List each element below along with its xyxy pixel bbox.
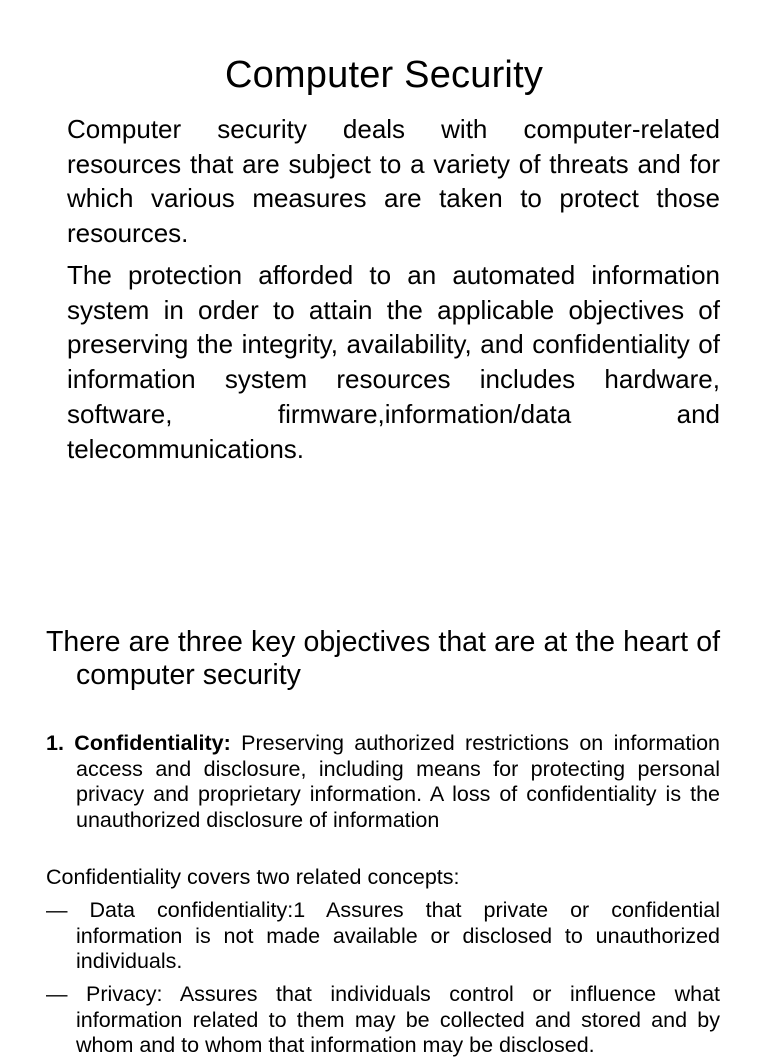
confidentiality-item	[46, 731, 720, 833]
objectives-heading: There are three key objectives that are at the heart of computer security	[46, 626, 720, 691]
privacy-item: — Privacy: Assures that individuals control or influence what information related to them may be collected and stored and by whom and to whom that information may be disclosed.	[46, 982, 720, 1057]
confidentiality-text: Preserving authorized restrictions on information access and disclosure, including means for protecting personal privacy and proprietary information. A loss of confidentiality is the unauthorized disclosure of information	[76, 731, 720, 832]
page-title: Computer Security	[224, 54, 544, 96]
concepts-intro: Confidentiality covers two related concepts:	[46, 865, 460, 889]
data-confidentiality-item: — Data confidentiality:1 Assures that private or confidential information is not made available or disclosed to unauthorized individuals.	[46, 898, 720, 973]
confidentiality-label: 1. Confidentiality:	[46, 731, 231, 755]
protection-paragraph: The protection afforded to an automated information system in order to attain the applicable objectives of preserving the integrity, availability, and confidentiality of information system resources includes hardware, software, firmware,information/data and telecommunications.	[67, 260, 720, 464]
intro-paragraph: Computer security deals with computer-related resources that are subject to a variety of threats and for which various measures are taken to protect those resources.	[67, 114, 720, 249]
